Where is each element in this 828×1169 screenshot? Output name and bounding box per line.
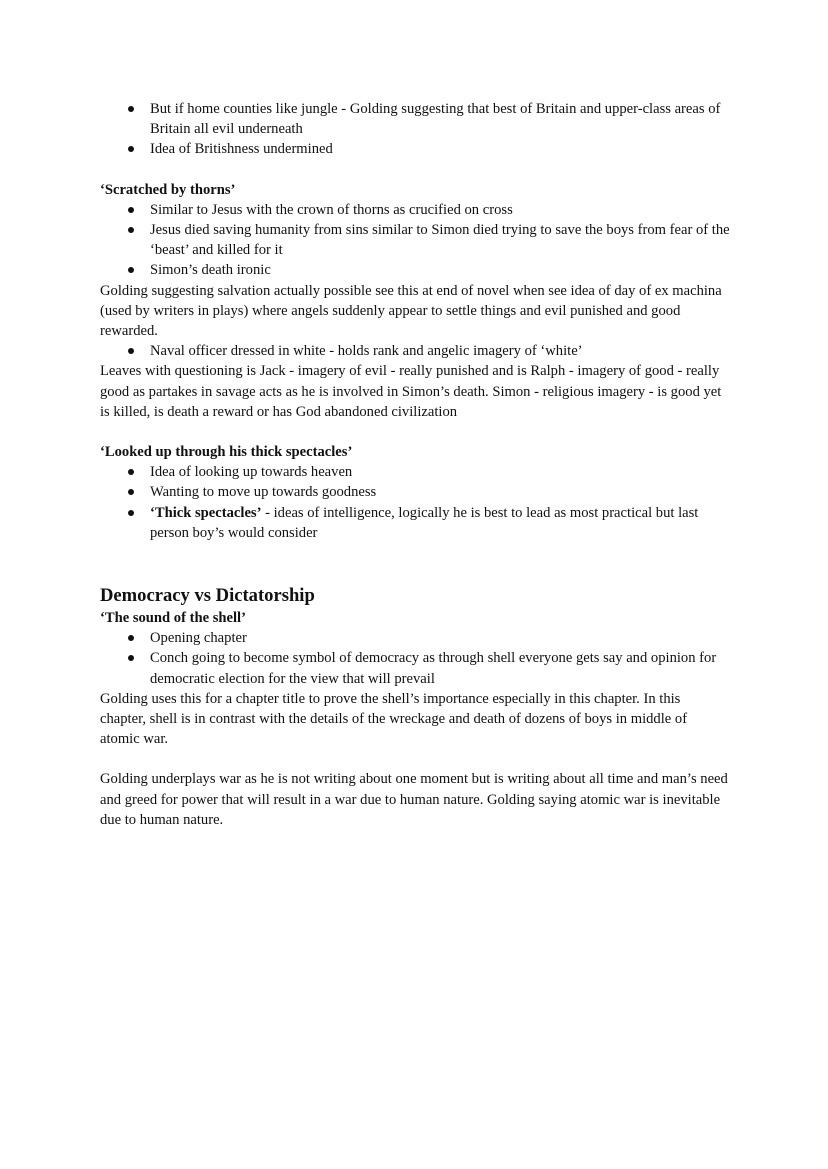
paragraph-questioning: Leaves with questioning is Jack - imagery of evil - really punished and is Ralph - imagery of good - really good as partakes in savage acts as he is involved in Simon’s death. Simon - religious imagery - is good yet is killed, is death a reward or has God abandoned civilization — [100, 363, 722, 420]
thorns-bullet-list — [100, 200, 730, 281]
document-body — [100, 99, 730, 830]
list-item: Similar to Jesus with the crown of thorns as crucified on cross — [100, 200, 730, 220]
quote-heading-spectacles: ‘Looked up through his thick spectacles’ — [100, 444, 353, 461]
paragraph-war: Golding underplays war as he is not writing about one moment but is writing about all time and man’s need and greed for power that will result in a war due to human nature. Golding saying atomic war is inevitable due to human nature. — [100, 771, 728, 828]
list-item — [100, 503, 730, 543]
list-item: Simon’s death ironic — [100, 260, 730, 280]
bold-quote: ‘Thick spectacles’ — [150, 504, 262, 521]
list-item: Conch going to become symbol of democracy as through shell everyone gets say and opinion for democratic election for the view that will prevail — [100, 648, 730, 688]
list-item: Idea of Britishness undermined — [100, 139, 730, 159]
intro-bullet-list — [100, 99, 730, 160]
list-item: Wanting to move up towards goodness — [100, 482, 730, 502]
list-item: Idea of looking up towards heaven — [100, 462, 730, 482]
quote-heading-shell: ‘The sound of the shell’ — [100, 610, 246, 627]
section-title-democracy: Democracy vs Dictatorship — [100, 585, 315, 607]
list-item: Naval officer dressed in white - holds rank and angelic imagery of ‘white’ — [100, 341, 730, 361]
list-item: Jesus died saving humanity from sins similar to Simon died trying to save the boys from fear of the ‘beast’ and killed for it — [100, 220, 730, 260]
paragraph-chapter-title: Golding uses this for a chapter title to prove the shell’s importance especially in this chapter. In this chapter, shell is in contrast with the details of the wreckage and death of dozens of boys in middle of atomic war. — [100, 690, 688, 748]
bullet-text: - ideas of intelligence, logically he is best to lead as most practical but last person boy’s would consider — [150, 504, 699, 541]
shell-bullet-list — [100, 628, 730, 689]
list-item: Opening chapter — [100, 628, 730, 648]
paragraph-salvation: Golding suggesting salvation actually possible see this at end of novel when see idea of day of ex machina (used by writers in plays) where angels suddenly appear to settle things and evil punished and good rewarded. — [100, 282, 722, 340]
list-item: But if home counties like jungle - Golding suggesting that best of Britain and upper-class areas of Britain all evil underneath — [100, 99, 730, 139]
naval-officer-bullet-list — [100, 341, 730, 361]
spectacles-bullet-list — [100, 462, 730, 543]
quote-heading-thorns: ‘Scratched by thorns’ — [100, 181, 236, 198]
